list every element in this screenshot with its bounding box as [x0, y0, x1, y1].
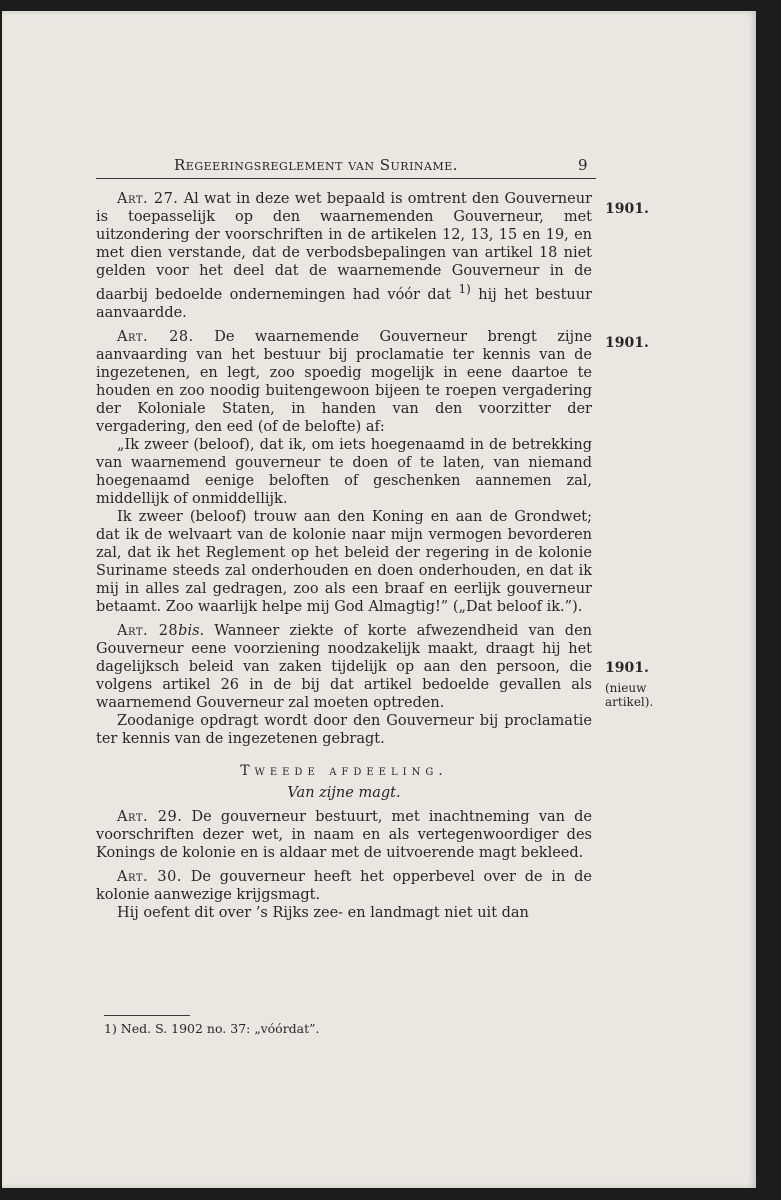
article-label: Art. 28: [117, 622, 179, 639]
article-30-paragraph-2: Hij oefent dit over ’s Rijks zee- en landmagt niet uit dan: [117, 904, 529, 921]
article-28: [96, 328, 592, 436]
main-text: [96, 190, 592, 922]
article-text: Al wat in deze wet bepaald is omtrent den Gouverneur is toepasselijk op den waarnemenden Gouverneur, met uitzondering der voorschriften in de artikelen 12, 13, 15 en 19, en met dien verstande, dat de verbodsbepalingen van artikel 18 niet gelden voor het deel dat de waarnemende Gouverneur in de daarbij bedoelde ondernemingen had vóór dat: [96, 191, 592, 303]
header-title: Regeeringsreglement van Suriname.: [174, 156, 459, 174]
section-title: Tweede afdeeling.: [240, 762, 448, 779]
subsection-title: Van zijne magt.: [287, 784, 401, 801]
article-text: Wanneer ziekte of korte afwezendheid van den Gouverneur eene voorziening noodzakelijk maakt, draagt hij het dagelijksch beleid van zaken tijdelijk op aan den persoon, die volgens artikel 26 in de bij dat artikel bedoelde gevallen als waarnemend Gouverneur zal moeten optreden.: [96, 622, 593, 711]
article-text: De gouverneur heeft het opperbevel over de in de kolonie aanwezige krijgsmagt.: [96, 868, 592, 903]
article-29: [96, 808, 592, 862]
page-number: 9: [577, 156, 588, 174]
margin-note-year: 1901.: [605, 201, 649, 217]
running-header: [96, 156, 596, 179]
oath-paragraph-1: „Ik zweer (beloof), dat ik, om iets hoegenaamd in de betrekking van waarnemend gouverneur te doen of te laten, van niemand hoegenaamd eenige beloften of geschenken aannemen zal, middellijk of onmiddellijk.: [96, 436, 592, 507]
oath-paragraph-2: Ik zweer (beloof) trouw aan den Koning en aan de Grondwet; dat ik de welvaart van de kolonie naar mijn vermogen bevorderen zal, dat ik het Reglement op het beleid der regering in de kolonie Suriname steeds zal onderhouden en doen onderhouden, en dat ik mij in alles zal gedragen, zoo als een braaf en eerlijk gouverneur betaamt. Zoo waarlijk helpe mij God Almagtig!” („Dat beloof ik.”).: [96, 508, 592, 615]
article-label: Art. 30.: [117, 868, 182, 885]
footnote-divider: [104, 1015, 190, 1016]
article-text: De waarnemende Gouverneur brengt zijne aanvaarding van het bestuur bij proclamatie ter kennis van de ingezetenen, en legt, zoo spoedig mogelijk in eene daartoe te houden en zoo noodig buitengewoon bijeen te roepen vergadering der Koloniale Staten, in handen van den voorzitter der vergadering, den eed (of de belofte) af:: [96, 328, 592, 435]
footnote: 1) Ned. S. 1902 no. 37: „vóórdat”.: [104, 1021, 320, 1036]
article-27: [96, 190, 592, 322]
article-label: Art. 29.: [117, 808, 183, 825]
article-text: De gouverneur bestuurt, met inachtneming van de voorschriften dezer wet, in naam en als vertegenwoordiger des Konings de kolonie en is aldaar met de uitvoerende magt bekleed.: [96, 808, 593, 861]
margin-note-sub: artikel).: [605, 695, 654, 709]
article-30: [96, 868, 592, 904]
footnote-ref: 1): [458, 282, 471, 296]
article-28bis-paragraph-2: Zoodanige opdragt wordt door den Gouverneur bij proclamatie ter kennis van de ingezetenen gebragt.: [96, 712, 592, 747]
article-label: Art. 27.: [117, 191, 179, 207]
article-label-suffix: bis.: [178, 622, 205, 639]
article-label: Art. 28.: [117, 328, 194, 345]
margin-note-year: 1901.: [605, 660, 649, 676]
margin-note-sub: (nieuw: [605, 681, 647, 695]
article-28bis: [96, 622, 592, 712]
margin-note-year: 1901.: [605, 335, 649, 351]
article-text-end: hij het bestuur aanvaardde.: [96, 286, 593, 321]
